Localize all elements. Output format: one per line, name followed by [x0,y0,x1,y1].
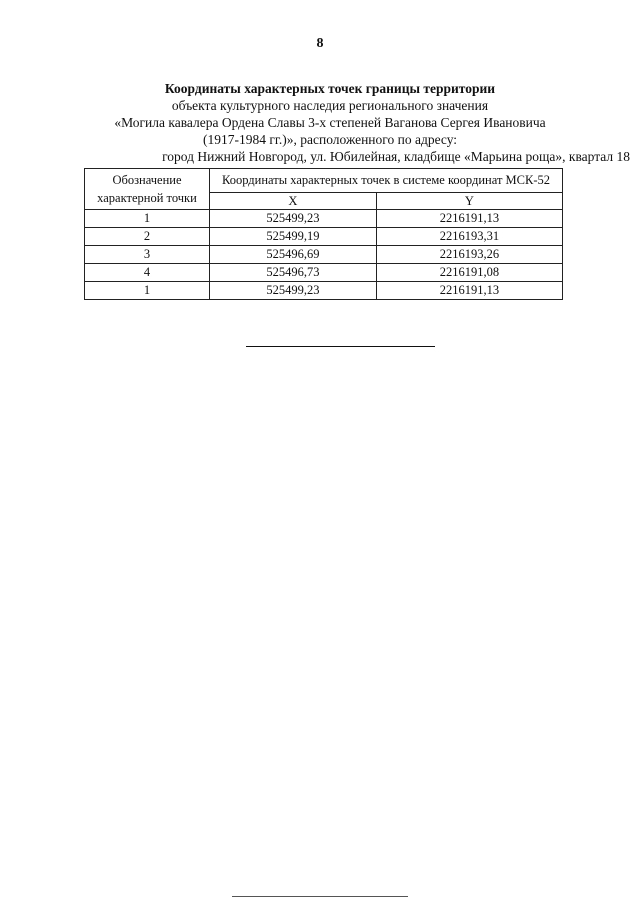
table-row [85,264,563,282]
title-line: (1917-1984 гг.)», расположенного по адресу: [202,132,458,147]
cell-x: 525499,23 [210,282,377,300]
footer-line [232,896,408,897]
cell-x: 525499,23 [210,210,377,228]
cell-point: 3 [85,246,210,264]
table-row [85,282,563,300]
cell-y: 2216193,26 [376,246,562,264]
header-y: Y [376,193,562,210]
header-x: X [210,193,377,210]
cell-x: 525496,69 [210,246,377,264]
title-line: «Могила кавалера Ордена Славы 3-х степеней Ваганова Сергея Ивановича [114,115,546,130]
cell-point: 1 [85,282,210,300]
cell-x: 525499,19 [210,228,377,246]
title-line: объекта культурного наследия регионального значения [171,98,489,113]
header-point-designation: Обозначение характерной точки [85,169,210,210]
page-number: 8 [316,36,324,51]
cell-y: 2216191,13 [376,282,562,300]
coordinates-table [84,168,563,300]
table-row [85,246,563,264]
cell-point: 2 [85,228,210,246]
table-row [85,210,563,228]
header-coordinates: Координаты характерных точек в системе координат МСК-52 [210,169,563,193]
cell-y: 2216191,13 [376,210,562,228]
cell-y: 2216191,08 [376,264,562,282]
title-line-address: город Нижний Новгород, ул. Юбилейная, кладбище «Марьина роща», квартал 18 [162,149,630,164]
cell-y: 2216193,31 [376,228,562,246]
document-heading: Координаты характерных точек границы территории [164,81,496,96]
cell-point: 4 [85,264,210,282]
cell-x: 525496,73 [210,264,377,282]
cell-point: 1 [85,210,210,228]
title-block [60,80,630,165]
table-row [85,228,563,246]
end-divider [246,346,435,347]
